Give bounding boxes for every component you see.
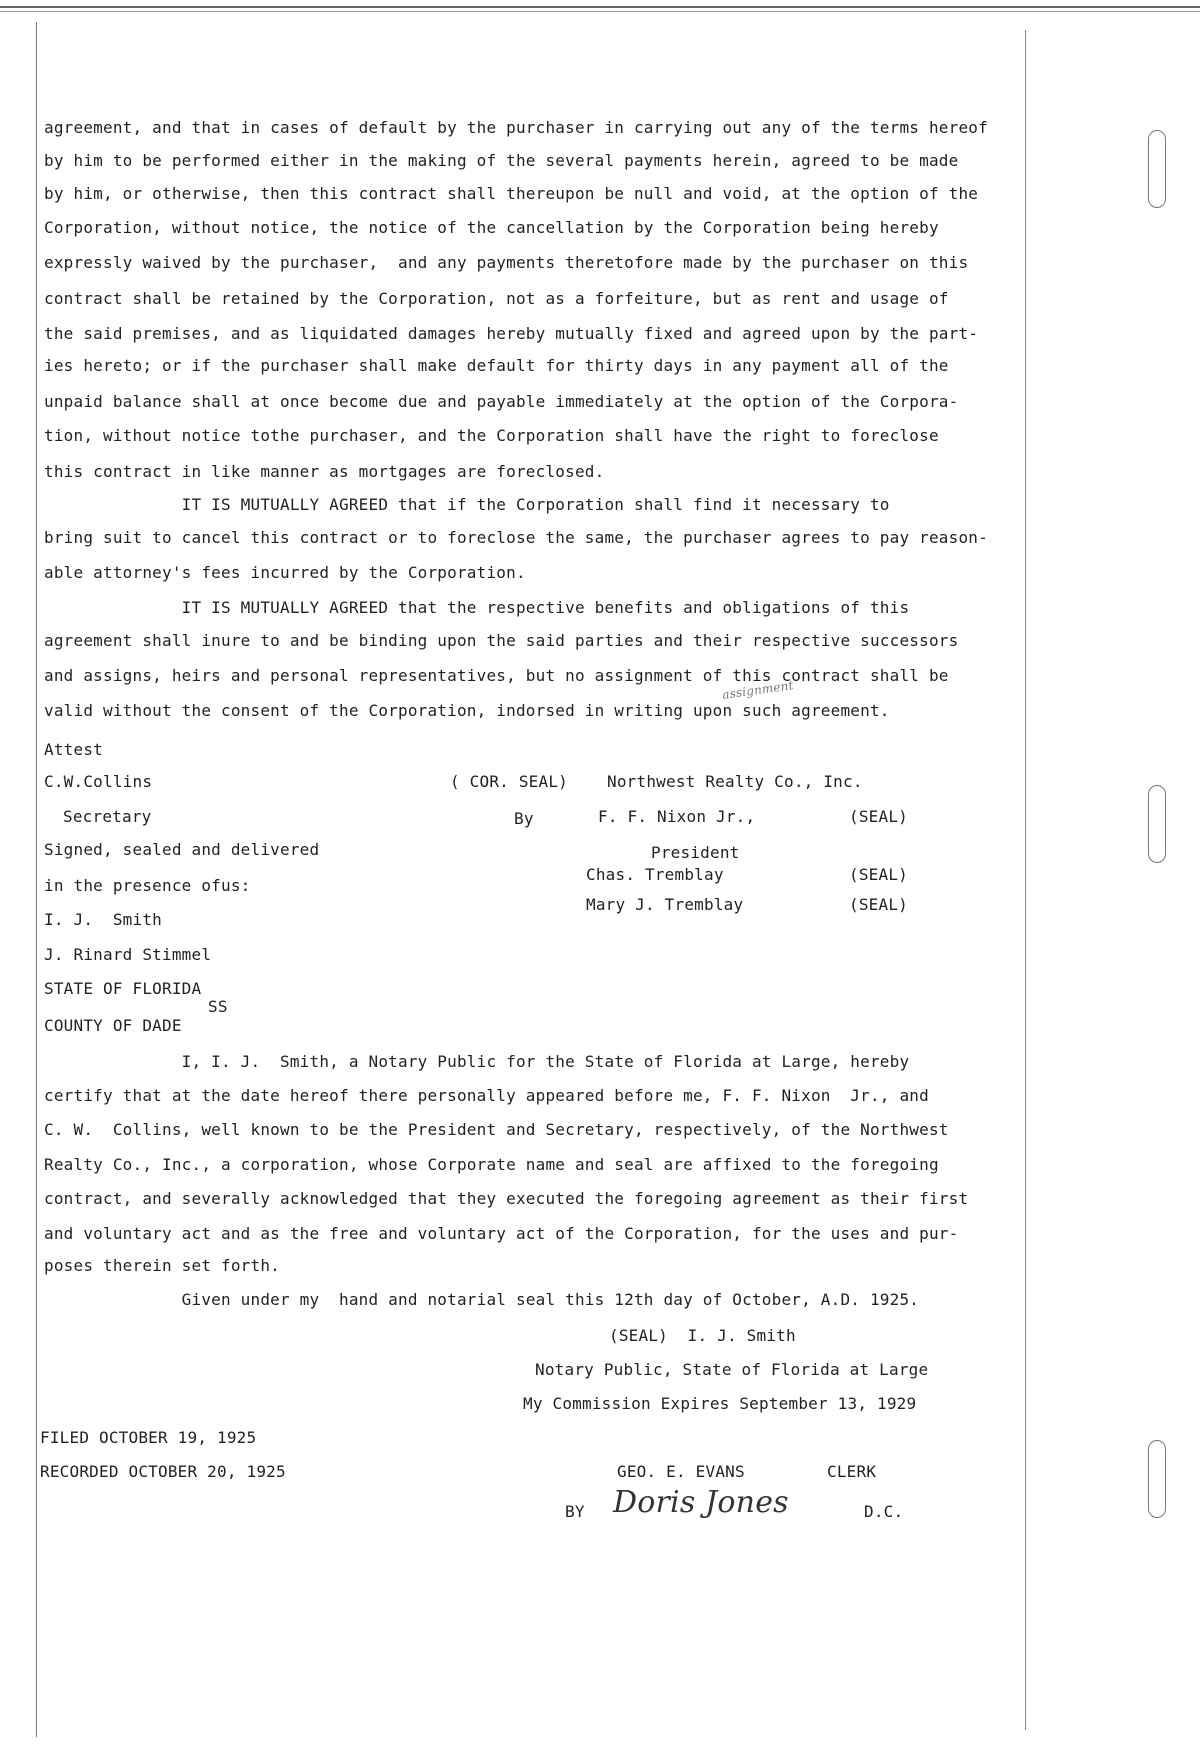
body-line: the said premises, and as liquidated damages hereby mutually fixed and agreed upon by the part- <box>44 324 979 343</box>
body-line: valid without the consent of the Corporation, indorsed in writing upon such agreement. <box>44 701 890 720</box>
by-label: BY <box>565 1502 585 1521</box>
handwritten-insert: assignment <box>721 678 795 702</box>
witness-name: C.W.Collins <box>44 772 153 791</box>
notary-line: Given under my hand and notarial seal this 12th day of October, A.D. 1925. <box>44 1290 920 1309</box>
company-name: Northwest Realty Co., Inc. <box>607 772 863 791</box>
body-line: this contract in like manner as mortgages are foreclosed. <box>44 462 605 481</box>
clerk-title: CLERK <box>827 1462 877 1481</box>
notary-line: contract, and severally acknowledged that they executed the foregoing agreement as their first <box>44 1189 969 1208</box>
seal-mark: (SEAL) <box>849 807 908 826</box>
attest-label: Attest <box>44 740 103 759</box>
witness-signature: J. Rinard Stimmel <box>44 945 212 964</box>
recorded-date: RECORDED OCTOBER 20, 1925 <box>40 1462 286 1481</box>
notary-line: poses therein set forth. <box>44 1256 280 1275</box>
binder-hole-top <box>1148 130 1166 208</box>
clerk-name: GEO. E. EVANS <box>617 1462 745 1481</box>
binder-hole-bottom <box>1148 1440 1166 1518</box>
body-line: able attorney's fees incurred by the Corporation. <box>44 563 526 582</box>
body-line: bring suit to cancel this contract or to foreclose the same, the purchaser agrees to pay reason- <box>44 528 988 547</box>
deputy-clerk-signature: Doris Jones <box>613 1485 789 1520</box>
binder-hole-middle <box>1148 785 1166 863</box>
by-label: By <box>514 809 534 828</box>
notary-seal-signature: (SEAL) I. J. Smith <box>609 1326 796 1345</box>
body-line: by him, or otherwise, then this contract shall thereupon be null and void, at the option of the <box>44 184 979 203</box>
filed-date: FILED OCTOBER 19, 1925 <box>40 1428 257 1447</box>
body-line: agreement, and that in cases of default by the purchaser in carrying out any of the terms hereof <box>44 118 988 137</box>
right-margin-rule <box>1025 30 1026 1730</box>
venue-ss: SS <box>208 997 228 1016</box>
venue-county: COUNTY OF DADE <box>44 1016 182 1035</box>
venue-state: STATE OF FLORIDA <box>44 979 202 998</box>
deputy-clerk-label: D.C. <box>864 1502 904 1521</box>
body-line: by him to be performed either in the making of the several payments herein, agreed to be made <box>44 151 959 170</box>
notary-line: C. W. Collins, well known to be the President and Secretary, respectively, of the Northwest <box>44 1120 949 1139</box>
body-line: IT IS MUTUALLY AGREED that if the Corporation shall find it necessary to <box>44 495 890 514</box>
left-margin-rule <box>36 22 37 1737</box>
presence-label: in the presence ofus: <box>44 876 251 895</box>
president-name: F. F. Nixon Jr., <box>598 807 756 826</box>
notary-commission: My Commission Expires September 13, 1929 <box>523 1394 917 1413</box>
body-line: ies hereto; or if the purchaser shall make default for thirty days in any payment all of the <box>44 356 949 375</box>
president-title: President <box>651 843 740 862</box>
notary-line: I, I. J. Smith, a Notary Public for the State of Florida at Large, hereby <box>44 1052 910 1071</box>
top-border-rule <box>0 6 1200 12</box>
body-line: agreement shall inure to and be binding upon the said parties and their respective successors <box>44 631 959 650</box>
buyer-name: Chas. Tremblay <box>586 865 724 884</box>
body-line: contract shall be retained by the Corporation, not as a forfeiture, but as rent and usage of <box>44 289 949 308</box>
buyer-name: Mary J. Tremblay <box>586 895 744 914</box>
witness-signature: I. J. Smith <box>44 910 162 929</box>
body-line: IT IS MUTUALLY AGREED that the respective benefits and obligations of this <box>44 598 910 617</box>
body-line: Corporation, without notice, the notice of the cancellation by the Corporation being hereby <box>44 218 939 237</box>
notary-line: and voluntary act and as the free and voluntary act of the Corporation, for the uses and pur- <box>44 1224 959 1243</box>
body-line: unpaid balance shall at once become due and payable immediately at the option of the Corpora- <box>44 392 959 411</box>
body-line: expressly waived by the purchaser, and any payments theretofore made by the purchaser on this <box>44 253 969 272</box>
witness-title: Secretary <box>63 807 152 826</box>
seal-mark: (SEAL) <box>849 895 908 914</box>
corporate-seal: ( COR. SEAL) <box>450 772 568 791</box>
notary-title: Notary Public, State of Florida at Large <box>535 1360 929 1379</box>
body-line: and assigns, heirs and personal representatives, but no assignment of this contract shall be <box>44 666 949 685</box>
notary-line: certify that at the date hereof there personally appeared before me, F. F. Nixon Jr., and <box>44 1086 929 1105</box>
body-line: tion, without notice tothe purchaser, and the Corporation shall have the right to foreclose <box>44 426 939 445</box>
signed-label: Signed, sealed and delivered <box>44 840 320 859</box>
seal-mark: (SEAL) <box>849 865 908 884</box>
notary-line: Realty Co., Inc., a corporation, whose Corporate name and seal are affixed to the foregoing <box>44 1155 939 1174</box>
